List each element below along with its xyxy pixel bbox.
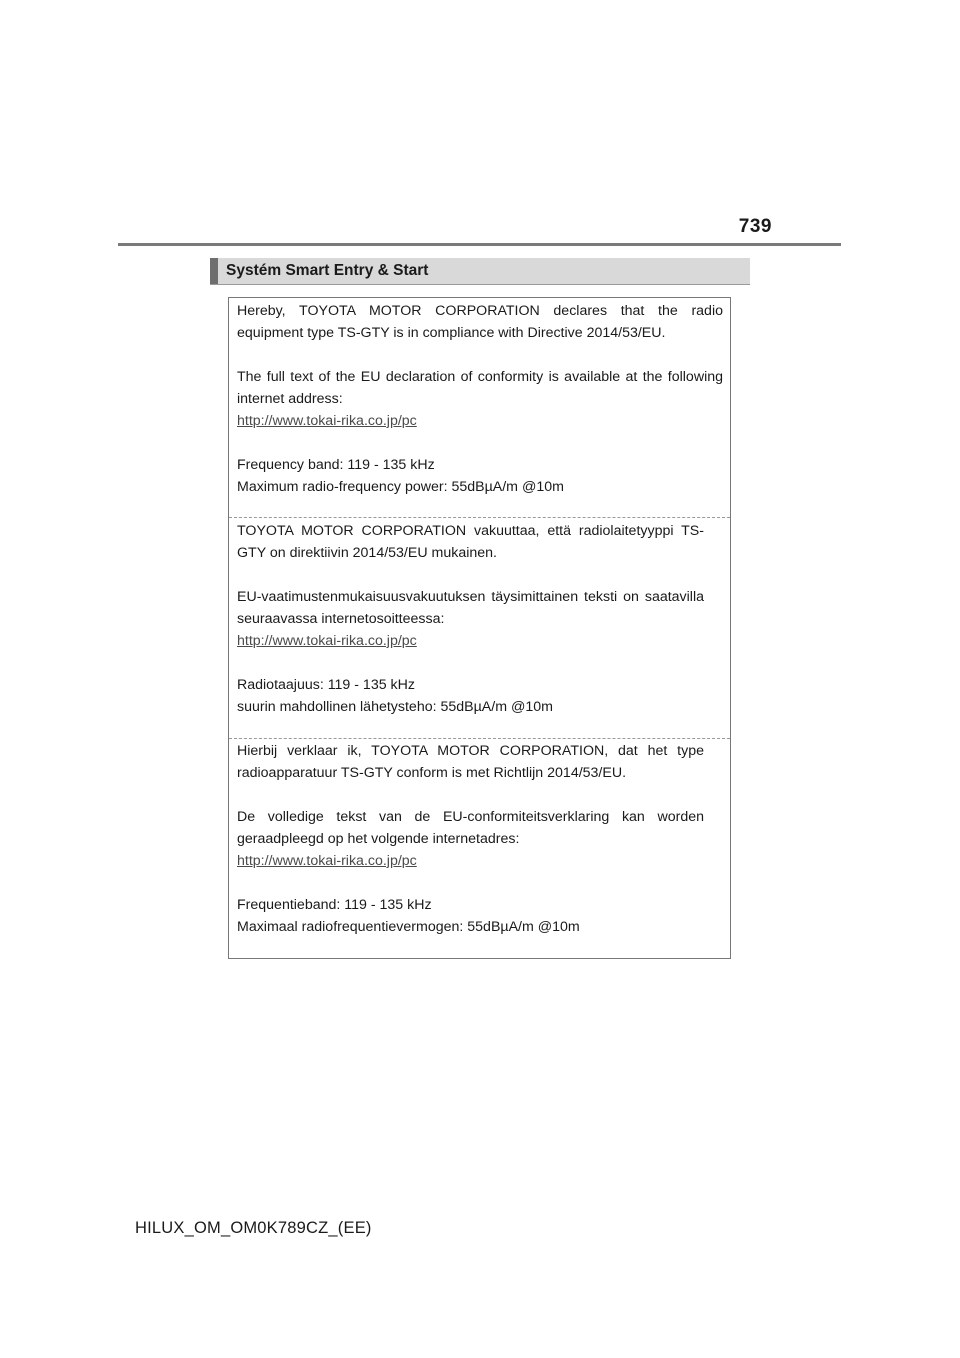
declaration-block-english	[229, 299, 730, 518]
declaration-statement: Hereby, TOYOTA MOTOR CORPORATION declares that the radio equipment type TS-GTY is in compliance with Directive 2014/53/EU.	[237, 303, 723, 341]
declaration-statement: Hierbij verklaar ik, TOYOTA MOTOR CORPORATION, dat het type radioapparatuur TS-GTY conform is met Richtlijn 2014/53/EU.	[237, 743, 704, 781]
declaration-link[interactable]: http://www.tokai-rika.co.jp/pc	[237, 633, 417, 649]
document-code-footer: HILUX_OM_OM0K789CZ_(EE)	[135, 1219, 372, 1237]
declaration-block-finnish	[229, 519, 730, 739]
frequency-band: Frequency band: 119 - 135 kHz	[237, 457, 435, 473]
declaration-availability: EU-vaatimustenmukaisuusvakuutuksen täysimittainen teksti on saatavilla seuraavassa internetosoitteessa:	[237, 589, 704, 627]
declaration-block-dutch	[229, 739, 730, 959]
section-title-underline	[210, 284, 750, 285]
max-power: Maximum radio-frequency power: 55dBµA/m @10m	[237, 479, 564, 495]
declaration-link[interactable]: http://www.tokai-rika.co.jp/pc	[237, 413, 417, 429]
declaration-box	[228, 297, 731, 959]
frequency-band: Radiotaajuus: 119 - 135 kHz	[237, 677, 415, 693]
declaration-availability: The full text of the EU declaration of conformity is available at the following internet address:	[237, 369, 723, 407]
declaration-availability: De volledige tekst van de EU-conformiteitsverklaring kan worden geraadpleegd op het volgende internetadres:	[237, 809, 704, 847]
max-power: Maximaal radiofrequentievermogen: 55dBµA/m @10m	[237, 919, 580, 935]
declaration-statement: TOYOTA MOTOR CORPORATION vakuuttaa, että radiolaitetyyppi TS-GTY on direktiivin 2014/53/EU mukainen.	[237, 523, 704, 561]
frequency-band: Frequentieband: 119 - 135 kHz	[237, 897, 432, 913]
section-title: Systém Smart Entry & Start	[210, 258, 750, 284]
declaration-link[interactable]: http://www.tokai-rika.co.jp/pc	[237, 853, 417, 869]
max-power: suurin mahdollinen lähetysteho: 55dBµA/m @10m	[237, 699, 553, 715]
page-number: 739	[738, 216, 772, 237]
top-rule	[118, 243, 841, 246]
